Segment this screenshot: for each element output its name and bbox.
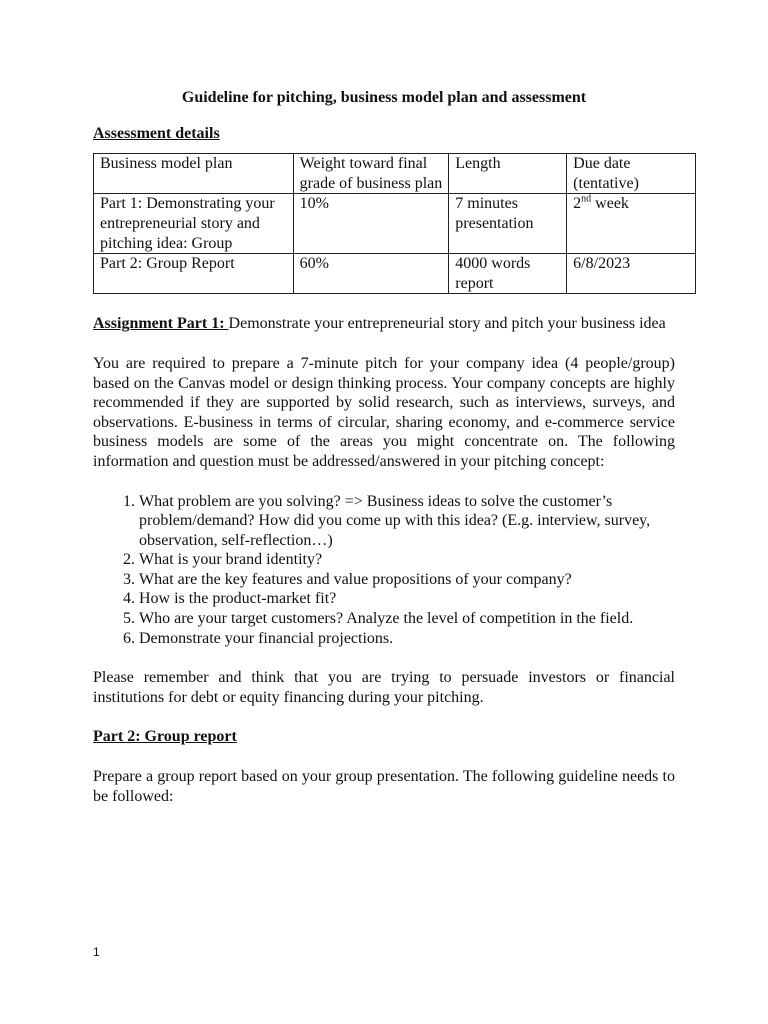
part1-text: Demonstrate your entrepreneurial story and pitch your business idea (228, 315, 666, 333)
list-item: 3. What are the key features and value propositions of your company? (139, 570, 675, 590)
question-list (93, 492, 675, 649)
table-cell-weight: 10% (293, 194, 449, 254)
due-number: 2 (573, 195, 582, 213)
part1-paragraph: You are required to prepare a 7-minute pitch for your company idea (4 people/group) based on the Canvas model or design thinking process. Your company concepts are highly recommended if they are supported by solid research, such as interviews, surveys, and observations. E-business in terms of circular, sharing economy, and e-commerce service business models are some of the areas you might concentrate on. The following information and question must be addressed/answered in your pitching concept: (93, 354, 675, 470)
due-rest: week (591, 195, 629, 213)
assessment-heading: Assessment details (93, 124, 220, 142)
list-item: 4. How is the product-market fit? (139, 589, 675, 609)
page-number: 1 (93, 945, 100, 959)
page-title: Guideline for pitching, business model plan and assessment (181, 89, 587, 106)
table-header-cell: Business model plan (94, 154, 294, 194)
table-cell-weight: 60% (293, 254, 449, 294)
due-suffix: nd (581, 194, 592, 206)
list-item: 1. What problem are you solving? => Business ideas to solve the customer’s problem/demand? How did you come up with this idea? (E.g. interview, survey, observation, self-reflection…) (139, 492, 675, 551)
table-cell-item: Part 2: Group Report (94, 254, 294, 294)
table-header-row (94, 154, 696, 194)
table-cell-due: 6/8/2023 (567, 254, 696, 294)
table-row (94, 194, 696, 254)
table-cell-item: Part 1: Demonstrating your entrepreneurial story and pitching idea: Group (94, 194, 294, 254)
list-item: 6. Demonstrate your financial projections. (139, 629, 675, 649)
table-header-cell: Length (449, 154, 567, 194)
list-item: 2. What is your brand identity? (139, 550, 675, 570)
table-header-cell: Weight toward final grade of business plan (293, 154, 449, 194)
list-item: 5. Who are your target customers? Analyze the level of competition in the field. (139, 609, 675, 629)
table-cell-length: 7 minutes presentation (449, 194, 567, 254)
part2-paragraph: Prepare a group report based on your group presentation. The following guideline needs to be followed: (93, 768, 675, 805)
document-body (93, 88, 675, 806)
table-cell-length: 4000 words report (449, 254, 567, 294)
part2-heading: Part 2: Group report (93, 728, 237, 746)
assessment-table (93, 153, 696, 294)
table-row (94, 254, 696, 294)
part1-intro (93, 314, 675, 334)
persuade-paragraph: Please remember and think that you are trying to persuade investors or financial institutions for debt or equity financing during your pitching. (93, 669, 675, 706)
table-header-cell: Due date (tentative) (567, 154, 696, 194)
part1-label: Assignment Part 1: (93, 315, 229, 333)
table-cell-due (567, 194, 696, 254)
